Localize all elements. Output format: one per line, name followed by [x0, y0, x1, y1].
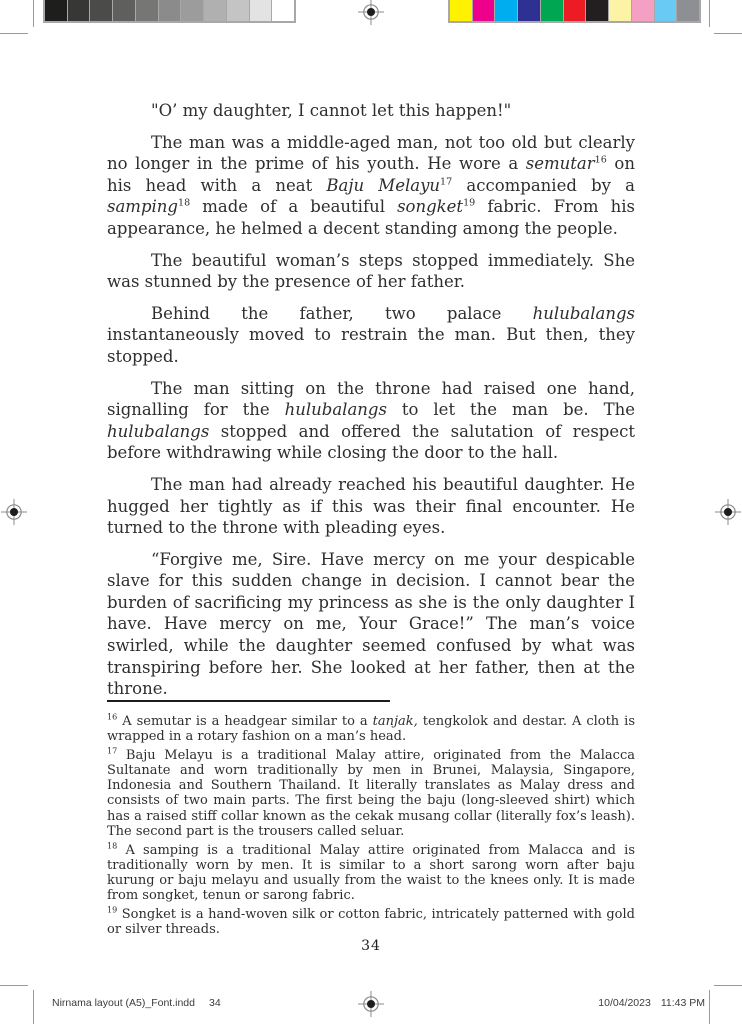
gray-swatch — [136, 0, 158, 21]
slug-right — [598, 997, 705, 1009]
body-text — [107, 100, 635, 710]
paragraph: The beautiful woman’s steps stopped immediately. She was stunned by the presence of her father. — [107, 250, 635, 292]
crop-mark — [709, 990, 710, 1024]
footnote: $^{18}$ A samping is a traditional Malay attire originated from Malacca and is traditionally worn by men. It is similar to a short sarong worn after baju kurung or baju melayu and usually from the waist to the knees only. It is made from songket, tenun or sarong fabric. — [107, 841, 635, 904]
registration-target-icon — [715, 499, 741, 525]
color-swatch — [473, 0, 495, 21]
footnote: $^{16}$ A semutar is a headgear similar to a tanjak, tengkolok and destar. A cloth is wrapped in a rotary fashion on a man’s head. — [107, 712, 635, 745]
gray-swatch — [90, 0, 112, 21]
gray-swatch — [68, 0, 90, 21]
page-number: 34 — [361, 938, 381, 954]
color-calibration-bar — [448, 0, 701, 23]
color-swatch — [564, 0, 586, 21]
registration-target-icon — [1, 499, 27, 525]
paragraph: The man had already reached his beautiful daughter. He hugged her tightly as if this was their final encounter. He turned to the throne with pleading eyes. — [107, 474, 635, 538]
crop-mark — [0, 985, 28, 986]
crop-mark — [33, 990, 34, 1024]
paragraph: "O’ my daughter, I cannot let this happen!" — [151, 101, 512, 120]
paragraph: The man was a middle-aged man, not too old but clearly no longer in the prime of his youth. He wore a semutar$^{16}$ on his head with a neat Baju Melayu$^{17}$ accompanied by a samping$^{18}$ made of a beautiful songket$^{19}$ fabric. From his appearance, he helmed a decent standing among the people. — [107, 132, 635, 238]
gray-swatch — [113, 0, 135, 21]
slug-left — [52, 997, 221, 1009]
crop-mark — [709, 0, 710, 27]
color-swatch — [655, 0, 677, 21]
crop-mark — [0, 33, 28, 34]
slug-time: 11:43 PM — [660, 997, 705, 1009]
slug-filename: Nirnama layout (A5)_Font.indd — [52, 997, 195, 1009]
footnote: $^{17}$ Baju Melayu is a traditional Malay attire, originated from the Malacca Sultanate and worn traditionally by men in Brunei, Malaysia, Singapore, Indonesia and Southern Thailand. It literally translates as Malay dress and consists of two main parts. The first being the baju (long-sleeved shirt) which has a raised stiff collar known as the cekak musang collar (literally fox’s leash). The second part is the trousers called seluar. — [107, 746, 635, 839]
gray-swatch — [227, 0, 249, 21]
footnotes — [107, 714, 635, 941]
gray-swatch — [181, 0, 203, 21]
color-swatch — [495, 0, 517, 21]
color-swatch — [450, 0, 472, 21]
grayscale-calibration-bar — [43, 0, 296, 23]
paragraph: The man sitting on the throne had raised one hand, signalling for the hulubalangs to let the man be. The hulubalangs stopped and offered the salutation of respect before withdrawing while closing the door to the hall. — [107, 378, 635, 463]
crop-mark — [33, 0, 34, 27]
registration-target-icon — [358, 991, 384, 1017]
gray-swatch — [250, 0, 272, 21]
color-swatch — [609, 0, 631, 21]
color-swatch — [586, 0, 608, 21]
paragraph: Behind the father, two palace hulubalangs instantaneously moved to restrain the man. But then, they stopped. — [107, 303, 635, 366]
crop-mark — [714, 33, 742, 34]
footnote-separator — [107, 700, 390, 702]
color-swatch — [518, 0, 540, 21]
gray-swatch — [272, 0, 294, 21]
crop-mark — [714, 985, 742, 986]
registration-target-icon — [358, 0, 384, 25]
color-swatch — [677, 0, 699, 21]
color-swatch — [541, 0, 563, 21]
footnote: $^{19}$ Songket is a hand-woven silk or cotton fabric, intricately patterned with gold or silver threads. — [107, 905, 635, 938]
gray-swatch — [159, 0, 181, 21]
paragraph: “Forgive me, Sire. Have mercy on me your despicable slave for this sudden change in decision. I cannot bear the burden of sacrificing my princess as she is the only daughter I have. Have mercy on me, Your Grace!” The man’s voice swirled, while the daughter seemed confused by what was transpiring before her. She looked at her father, then at the throne. — [107, 549, 635, 699]
gray-swatch — [45, 0, 67, 21]
slug-page-number: 34 — [209, 997, 221, 1009]
color-swatch — [632, 0, 654, 21]
gray-swatch — [204, 0, 226, 21]
slug-date: 10/04/2023 — [598, 997, 651, 1009]
